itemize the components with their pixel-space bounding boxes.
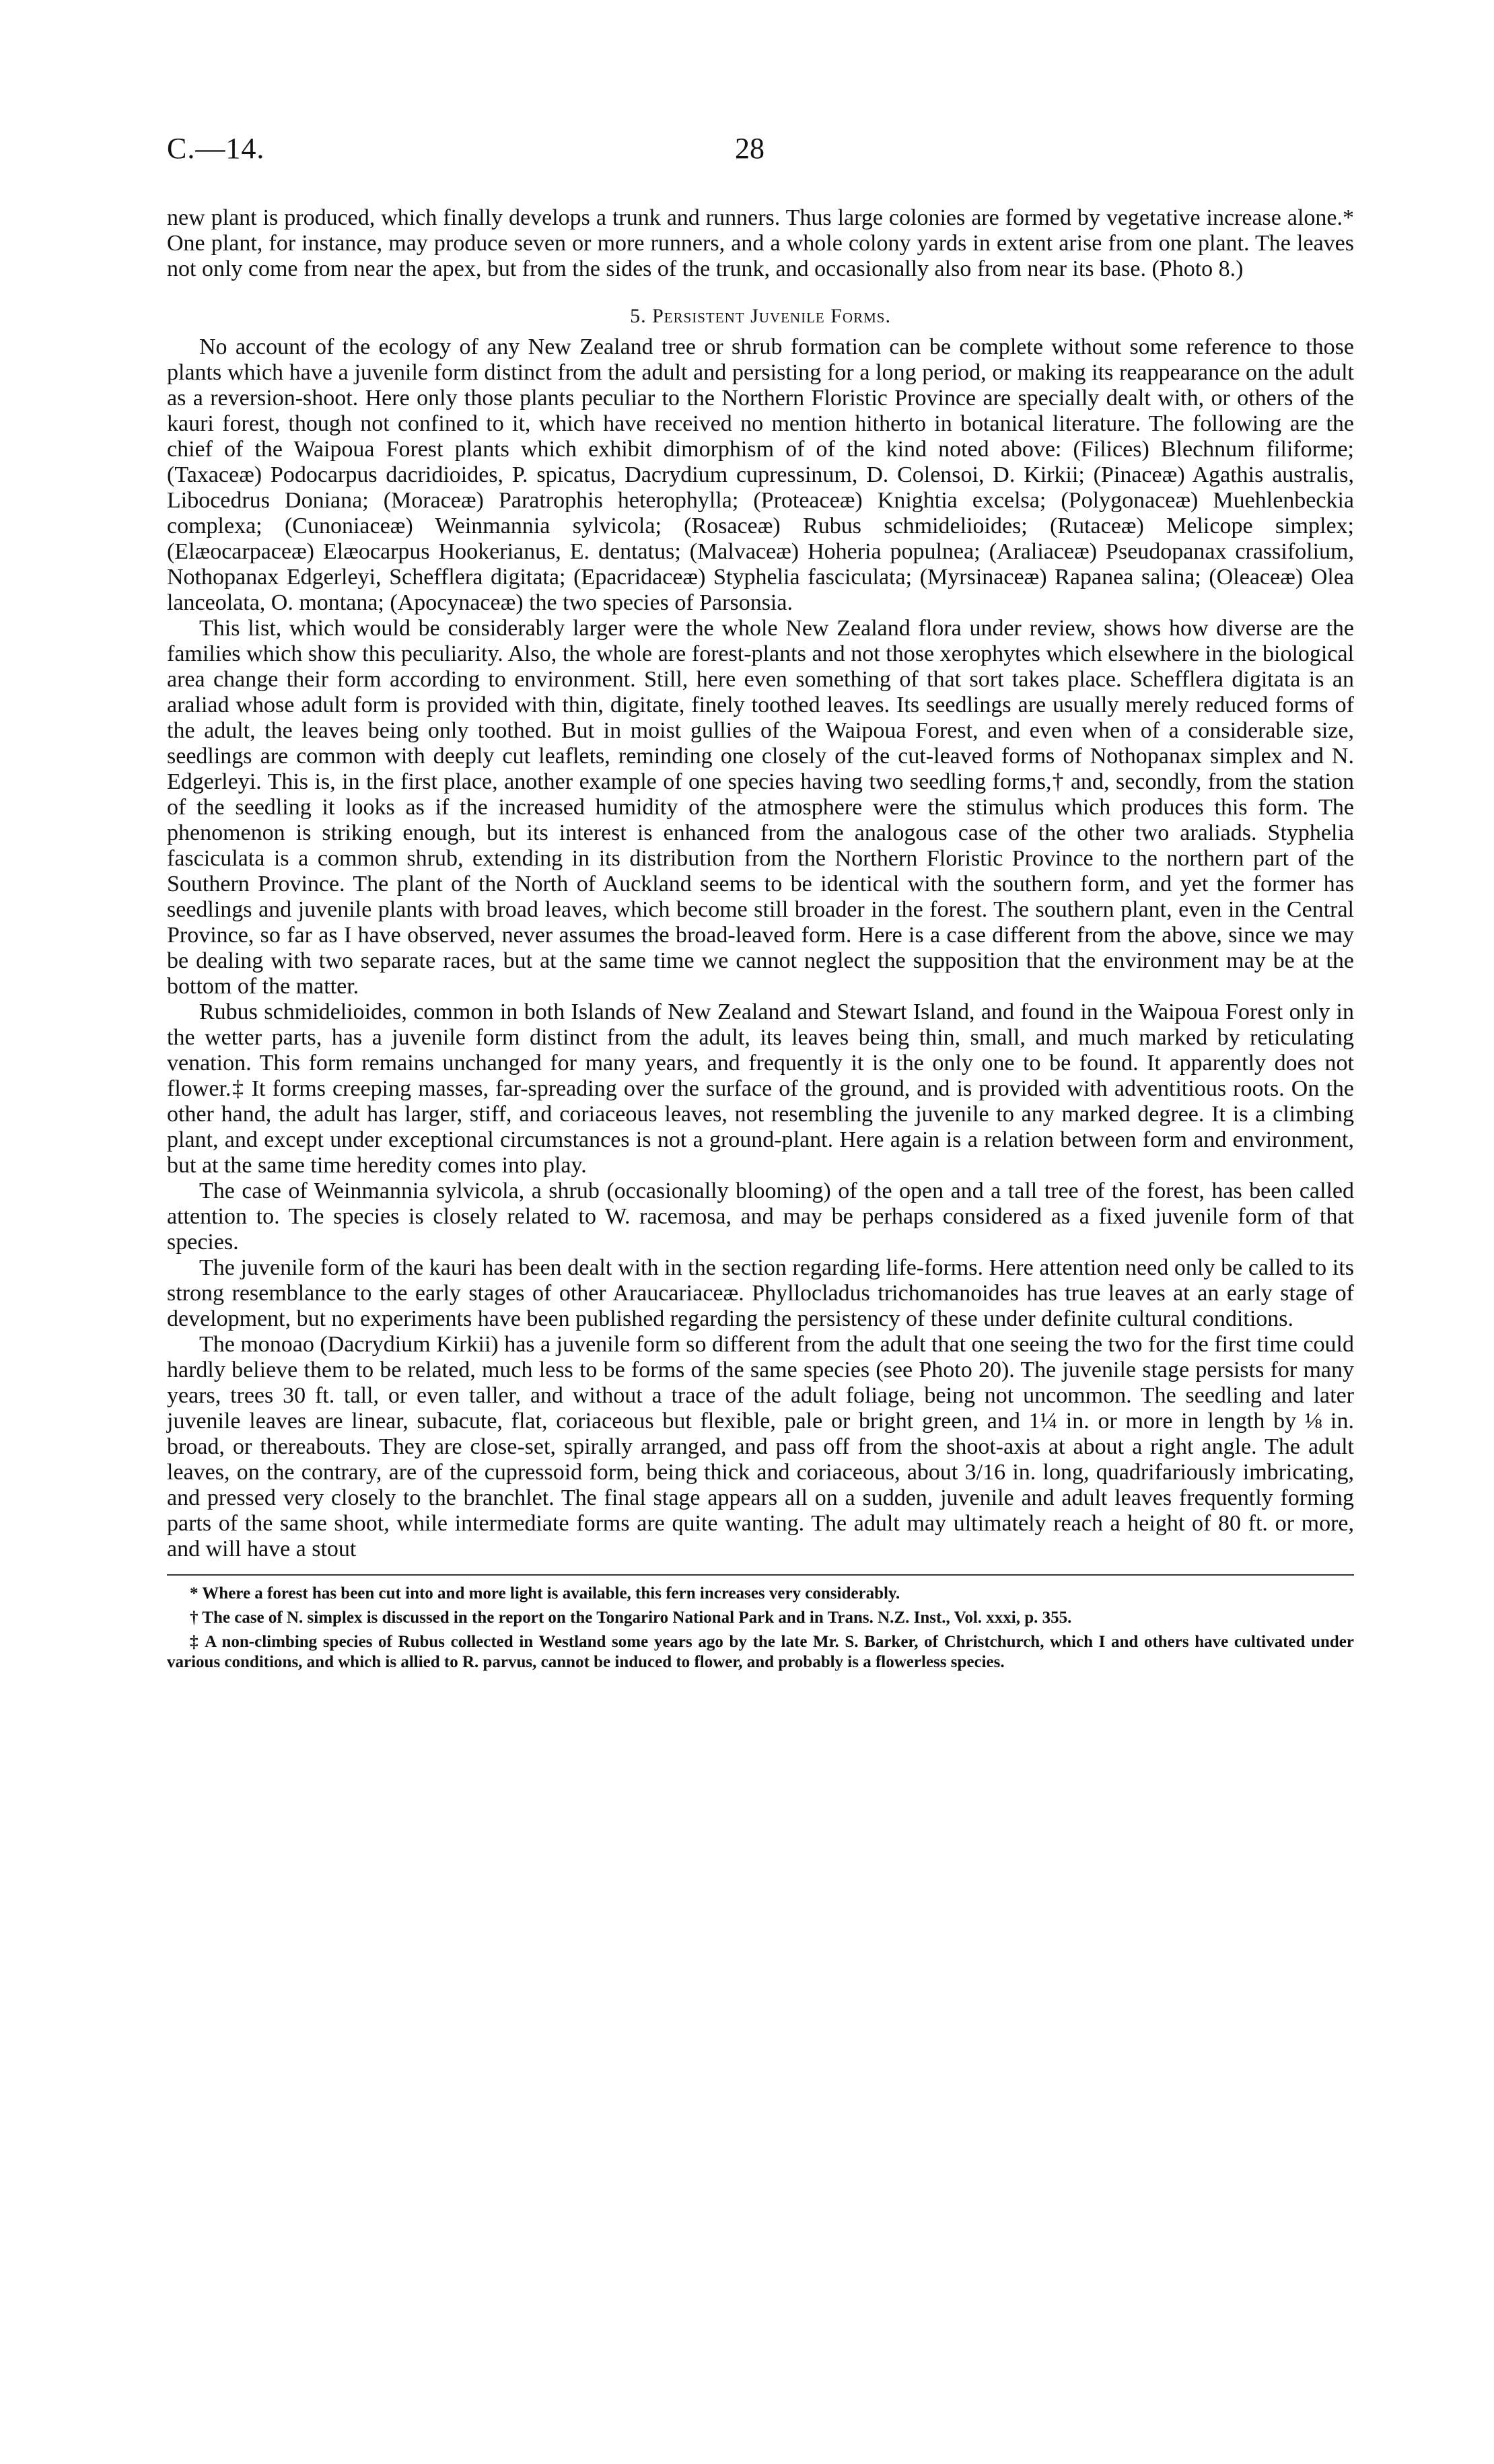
paragraph: The juvenile form of the kauri has been dealt with in the section regarding life-forms. Here attention need only be called to its strong resemblance to the early stages of other Araucariaceæ. Phyllocladus trichomanoides has true leaves at an early stage of development, but no experiments have been published regarding the persistency of these under definite cultural conditions. <box>167 1255 1354 1331</box>
paragraph: The monoao (Dacrydium Kirkii) has a juvenile form so different from the adult that one seeing the two for the first time could hardly believe them to be related, much less to be forms of the same species (see Photo 20). The juvenile stage persists for many years, trees 30 ft. tall, or even taller, and without a trace of the adult foliage, being not uncommon. The seedling and later juvenile leaves are linear, subacute, flat, coriaceous but flexible, pale or bright green, and 1¼ in. or more in length by ⅛ in. broad, or thereabouts. They are close-set, spirally arranged, and pass off from the shoot-axis at about a right angle. The adult leaves, on the contrary, are of the cupressoid form, being thick and coriaceous, about 3/16 in. long, quadrifariously imbricating, and pressed very closely to the branchlet. The final stage appears all on a sudden, juvenile and adult leaves frequently forming parts of the same shoot, while intermediate forms are quite wanting. The adult may ultimately reach a height of 80 ft. or more, and will have a stout <box>167 1332 1354 1561</box>
paragraph: No account of the ecology of any New Zealand tree or shrub formation can be complete without some reference to those plants which have a juvenile form distinct from the adult and persisting for a long period, or making its reappearance on the adult as a reversion-shoot. Here only those plants peculiar to the Northern Floristic Province are specially dealt with, or others of the kauri forest, though not confined to it, which have received no mention hitherto in botanical literature. The following are the chief of the Waipoua Forest plants which exhibit dimorphism of of the kind noted above: (Filices) Blechnum filiforme; (Taxaceæ) Podocarpus dacridioides, P. spicatus, Dacrydium cupressinum, D. Colensoi, D. Kirkii; (Pinaceæ) Agathis australis, Libocedrus Doniana; (Moraceæ) Paratrophis heterophylla; (Proteaceæ) Knightia excelsa; (Polygonaceæ) Muehlenbeckia complexa; (Cunoniaceæ) Weinmannia sylvicola; (Rosaceæ) Rubus schmidelioides; (Rutaceæ) Melicope simplex; (Elæocarpaceæ) Elæocarpus Hookerianus, E. dentatus; (Malvaceæ) Hoheria populnea; (Araliaceæ) Pseudopanax crassifolium, Nothopanax Edgerleyi, Schefflera digitata; (Epacridaceæ) Styphelia fasciculata; (Myrsinaceæ) Rapanea salina; (Oleaceæ) Olea lanceolata, O. montana; (Apocynaceæ) the two species of Parsonsia. <box>167 335 1354 615</box>
body-text <box>167 205 1354 1562</box>
footnote: ‡ A non-climbing species of Rubus collected in Westland some years ago by the late Mr. S. Barker, of Christchurch, which I and others have cultivated under various conditions, and which is allied to R. parvus, cannot be induced to flower, and probably is a flowerless species. <box>167 1633 1354 1671</box>
footnote-divider <box>167 1574 1354 1576</box>
intro-paragraph: new plant is produced, which finally develops a trunk and runners. Thus large colonies are formed by vegetative increase alone.* One plant, for instance, may produce seven or more runners, and a whole colony yards in extent arise from one plant. The leaves not only come from near the apex, but from the sides of the trunk, and occasionally also from near its base. (Photo 8.) <box>167 205 1354 281</box>
page-header <box>167 131 1354 205</box>
page-number: 28 <box>735 132 764 165</box>
paragraph: This list, which would be considerably larger were the whole New Zealand flora under review, shows how diverse are the families which show this peculiarity. Also, the whole are forest-plants and not those xerophytes which elsewhere in the biological area change their form according to environment. Still, here even something of that sort takes place. Schefflera digitata is an araliad whose adult form is provided with thin, digitate, finely toothed leaves. Its seedlings are usually merely reduced forms of the adult, the leaves being only toothed. But in moist gullies of the Waipoua Forest, and even when of a considerable size, seedlings are common with deeply cut leaflets, reminding one closely of the cut-leaved forms of Nothopanax simplex and N. Edgerleyi. This is, in the first place, another example of one species having two seedling forms,† and, secondly, from the station of the seedling it looks as if the increased humidity of the atmosphere were the stimulus which produces this form. The phenomenon is striking enough, but its interest is enhanced from the analogous case of the other two araliads. Styphelia fasciculata is a common shrub, extending in its distribution from the Northern Floristic Province to the northern part of the Southern Province. The plant of the North of Auckland seems to be identical with the southern form, and yet the former has seedlings and juvenile plants with broad leaves, which become still broader in the forest. The southern plant, even in the Central Province, so far as I have observed, never assumes the broad-leaved form. Here is a case different from the above, since we may be dealing with two separate races, but at the same time we cannot neglect the supposition that the environment may be at the bottom of the matter. <box>167 616 1354 999</box>
paragraph: Rubus schmidelioides, common in both Islands of New Zealand and Stewart Island, and found in the Waipoua Forest only in the wetter parts, has a juvenile form distinct from the adult, its leaves being thin, small, and much marked by reticulating venation. This form remains unchanged for many years, and frequently it is the only one to be found. It apparently does not flower.‡ It forms creeping masses, far-spreading over the surface of the ground, and is provided with adventitious roots. On the other hand, the adult has larger, stiff, and coriaceous leaves, not resembling the juvenile to any marked degree. It is a climbing plant, and except under exceptional circumstances is not a ground-plant. Here again is a relation between form and environment, but at the same time heredity comes into play. <box>167 999 1354 1178</box>
footnote: * Where a forest has been cut into and more light is available, this fern increases very considerably. <box>190 1584 900 1603</box>
footnote: † The case of N. simplex is discussed in the report on the Tongariro National Park and in Trans. N.Z. Inst., Vol. xxxi, p. 355. <box>190 1609 1072 1627</box>
document-id: C.—14. <box>167 132 265 165</box>
paragraph: The case of Weinmannia sylvicola, a shrub (occasionally blooming) of the open and a tall tree of the forest, has been called attention to. The species is closely related to W. racemosa, and may be perhaps considered as a fixed juvenile form of that species. <box>167 1178 1354 1255</box>
document-page <box>167 131 1354 1677</box>
footnotes <box>167 1584 1354 1673</box>
section-heading: 5. Persistent Juvenile Forms. <box>630 305 891 327</box>
